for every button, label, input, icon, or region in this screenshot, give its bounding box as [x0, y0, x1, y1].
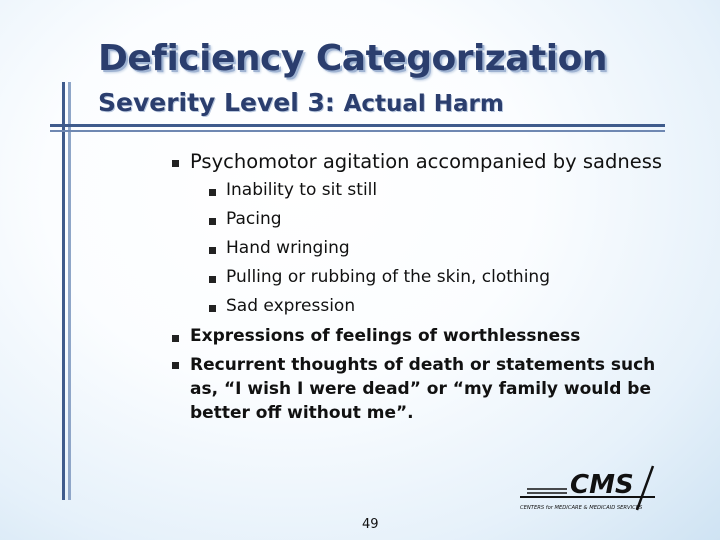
left-rule-dark — [62, 82, 65, 500]
subtitle-emphasis: Actual Harm — [343, 91, 504, 117]
bullet-marker — [209, 189, 216, 196]
top-rule-light — [50, 130, 665, 132]
bullet-marker — [172, 160, 179, 167]
bullet-item: Recurrent thoughts of death or statements such as, “I wish I were dead” or “my family would be better off without me”. — [190, 355, 656, 423]
cms-logo-caption: CENTERS for MEDICARE & MEDICAID SERVICES — [520, 505, 643, 511]
slide-subtitle — [98, 88, 504, 117]
bullet-item: Expressions of feelings of worthlessness — [190, 326, 581, 346]
bullet-item: Psychomotor agitation accompanied by sadness — [190, 150, 663, 173]
slide-title: Deficiency Categorization — [98, 38, 607, 79]
sub-bullet-item: Pulling or rubbing of the skin, clothing — [226, 267, 550, 287]
bullet-marker — [172, 335, 179, 342]
sub-bullet-item: Inability to sit still — [226, 180, 378, 200]
subtitle-prefix: Severity Level 3: — [98, 88, 344, 117]
cms-logo-icon — [515, 462, 665, 522]
sub-bullet-item: Hand wringing — [226, 238, 350, 258]
sub-bullet-item: Sad expression — [226, 296, 356, 316]
left-rule-light — [68, 82, 71, 500]
cms-logo-mark: CMS — [570, 470, 634, 500]
sub-bullet-item: Pacing — [226, 209, 282, 229]
bullet-marker — [209, 247, 216, 254]
cms-logo — [515, 462, 665, 522]
bullet-marker — [172, 362, 179, 369]
bullet-marker — [209, 276, 216, 283]
bullet-marker — [209, 218, 216, 225]
page-number: 49 — [362, 517, 379, 532]
top-rule-dark — [50, 124, 665, 127]
bullet-marker — [209, 305, 216, 312]
